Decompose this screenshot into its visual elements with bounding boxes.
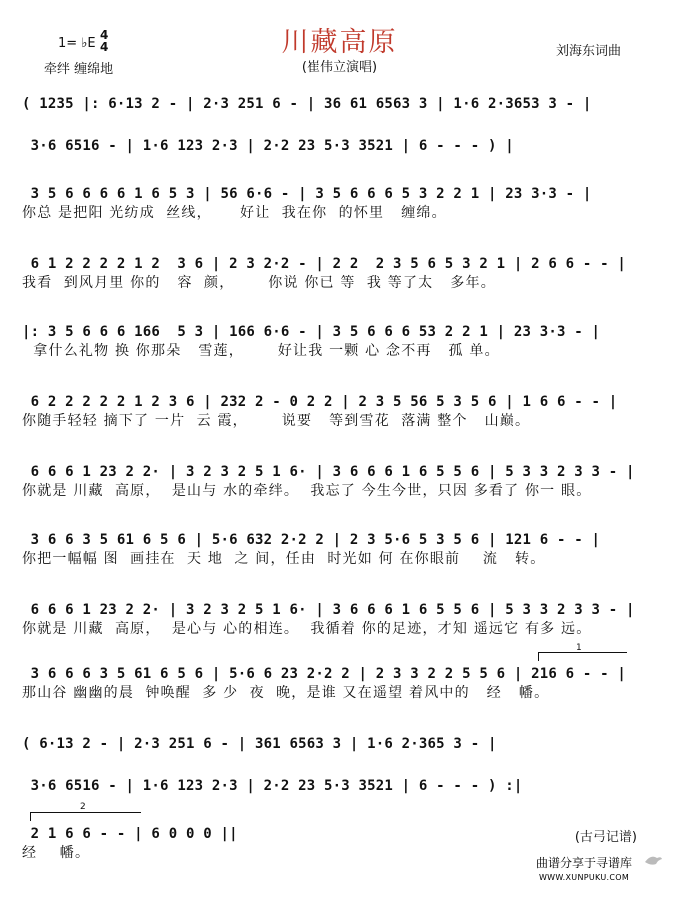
bird-logo-icon [643, 850, 663, 870]
score-row-10 [22, 664, 662, 702]
notation-line: 2 1 6 6 - - | 6 0 0 0 || [22, 826, 238, 842]
score-row-1 [22, 94, 662, 114]
style-marking: 牵绊 缠绵地 [44, 62, 114, 77]
score-row-8 [22, 530, 662, 568]
singer-credit: (崔伟立演唱) [301, 60, 378, 75]
meter-bottom: 4 [100, 40, 109, 54]
notation-line: 3 6 6 3 5 61 6 5 6 | 5·6 632 2·2 2 | 2 3 5·6 5 3 5 6 | 121 6 - - | [22, 532, 601, 548]
notation-line: 6 1 2 2 2 2 1 2 3 6 | 2 3 2·2 - | 2 2 2 3 5 6 5 3 2 1 | 2 6 6 - - | [22, 256, 627, 272]
volta-1-number: 1 [576, 643, 582, 653]
lyric-line: 我看 到风月里 你的 容 颜， 你说 你已 等 我 等了太 多年。 [22, 275, 496, 291]
volta-2-number: 2 [80, 802, 86, 812]
lyric-line: 你就是 川藏 高原， 是心与 心的相连。 我循着 你的足迹，才知 遥远它 有多 远。 [22, 621, 592, 637]
meter-top: 4 [100, 28, 109, 42]
score-row-6 [22, 392, 662, 430]
lyric-line: 你随手轻轻 摘下了 一片 云 霞， 说要 等到雪花 落满 整个 山巅。 [22, 413, 531, 429]
lyric-line: 你总 是把阳 光纺成 丝线， 好让 我在你 的怀里 缠绵。 [22, 205, 447, 221]
score-row-12 [22, 776, 662, 796]
notation-line: ( 6·13 2 - | 2·3 251 6 - | 361 6563 3 | 1·6 2·365 3 - | [22, 736, 497, 752]
score-row-9 [22, 600, 662, 638]
score-row-2 [22, 136, 662, 156]
notation-line: 3·6 6516 - | 1·6 123 2·3 | 2·2 23 5·3 3521 | 6 - - - ) | [22, 138, 514, 154]
score-row-7 [22, 462, 662, 500]
notation-line: 3 5 6 6 6 6 1 6 5 3 | 56 6·6 - | 3 5 6 6 6 5 3 2 2 1 | 23 3·3 - | [22, 186, 592, 202]
lyric-line: 你就是 川藏 高原， 是山与 水的牵绊。 我忘了 今生今世，只因 多看了 你一 眼。 [22, 483, 592, 499]
notation-line: 6 6 6 1 23 2 2· | 3 2 3 2 5 1 6· | 3 6 6 6 1 6 5 5 6 | 5 3 3 2 3 3 - | [22, 464, 635, 480]
score-row-4 [22, 254, 662, 292]
lyric-line: 那山谷 幽幽的晨 钟唤醒 多 少 夜 晚，是谁 又在遥望 着风中的 经 幡。 [22, 685, 550, 701]
transcriber-credit: (古弓记谱) [574, 830, 637, 845]
watermark-url: WWW.XUNPUKU.COM [538, 873, 630, 882]
volta-1-bracket [538, 652, 627, 661]
lyric-line: 经 幡。 [22, 845, 91, 861]
site-watermark [515, 850, 653, 890]
score-row-11 [22, 734, 662, 754]
notation-line: 3·6 6516 - | 1·6 123 2·3 | 2·2 23 5·3 3521 | 6 - - - ) :| [22, 778, 523, 794]
score-row-5 [22, 322, 662, 360]
song-title: 川藏高原 [281, 27, 398, 58]
score-row-3 [22, 184, 662, 222]
key-signature: 1= ♭E [58, 36, 96, 51]
notation-line: 3 6 6 6 3 5 61 6 5 6 | 5·6 6 23 2·2 2 | 2 3 3 2 2 5 5 6 | 216 6 - - | [22, 666, 627, 682]
lyricist-composer-credit: 刘海东词曲 [555, 44, 621, 59]
lyric-line: 你把一幅幅 图 画挂在 天 地 之 间，任由 时光如 何 在你眼前 流 转。 [22, 551, 546, 567]
volta-2-bracket [30, 812, 141, 821]
lyric-line: 拿什么礼物 换 你那朵 雪莲， 好让我 一颗 心 念不再 孤 单。 [22, 343, 500, 359]
watermark-text: 曲谱分享于寻谱库 [535, 856, 632, 870]
notation-line: 6 2 2 2 2 2 1 2 3 6 | 232 2 - 0 2 2 | 2 3 5 56 5 3 5 6 | 1 6 6 - - | [22, 394, 618, 410]
notation-line: ( 1235 |: 6·13 2 - | 2·3 251 6 - | 36 61 6563 3 | 1·6 2·3653 3 - | [22, 96, 592, 112]
notation-line: 6 6 6 1 23 2 2· | 3 2 3 2 5 1 6· | 3 6 6 6 1 6 5 5 6 | 5 3 3 2 3 3 - | [22, 602, 635, 618]
notation-line: |: 3 5 6 6 6 166 5 3 | 166 6·6 - | 3 5 6 6 6 53 2 2 1 | 23 3·3 - | [22, 324, 601, 340]
